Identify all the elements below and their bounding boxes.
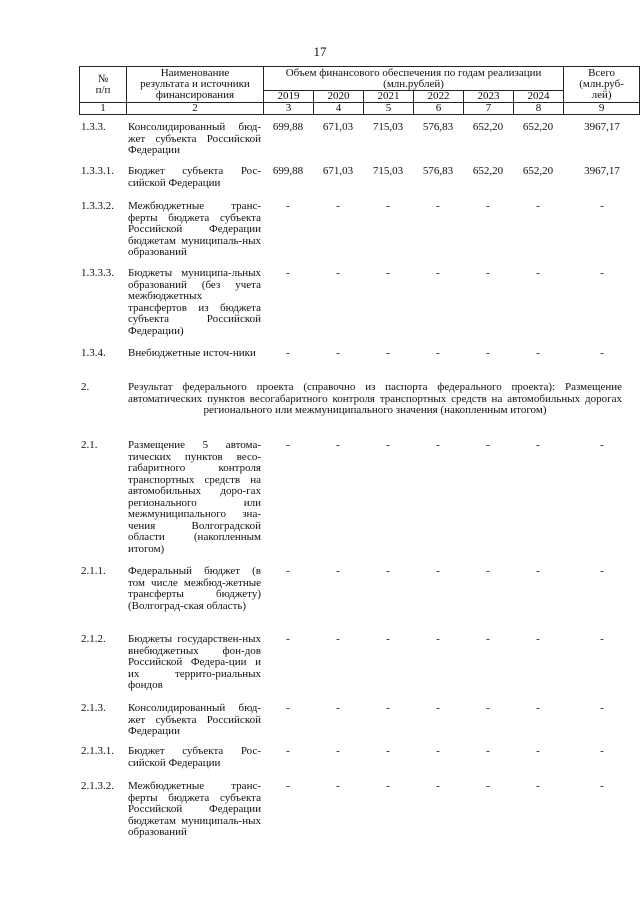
value-total: - bbox=[600, 439, 604, 451]
value-total: - bbox=[600, 267, 604, 279]
value-2021: - bbox=[386, 565, 390, 577]
col-number: 7 bbox=[464, 103, 514, 115]
col-number: 1 bbox=[80, 103, 127, 115]
value-2024: - bbox=[536, 565, 540, 577]
value-2022: 576,83 bbox=[422, 165, 454, 177]
row-name: Бюджет субъекта Рос-сийской Федерации bbox=[128, 745, 261, 769]
row-name: Внебюджетные источ-ники bbox=[128, 347, 256, 359]
value-total: - bbox=[600, 745, 604, 757]
value-2024: - bbox=[536, 745, 540, 757]
value-2019: - bbox=[286, 702, 290, 714]
col-number: 6 bbox=[414, 103, 464, 115]
row-name: Бюджет субъекта Рос-сийской Федерации bbox=[128, 165, 261, 189]
value-2019: - bbox=[286, 439, 290, 451]
value-2022: - bbox=[436, 267, 440, 279]
value-2020: - bbox=[336, 702, 340, 714]
row-number: 2.1.2. bbox=[81, 633, 106, 645]
row-name: Бюджеты муниципа-льных образований (без учета межбюджетных трансфертов из бюджета субъекта Российской Федерации) bbox=[128, 267, 261, 337]
value-2024: - bbox=[536, 439, 540, 451]
value-2019: 699,88 bbox=[272, 121, 304, 133]
value-2023: - bbox=[486, 633, 490, 645]
col-number: 5 bbox=[364, 103, 414, 115]
header-num: № п/п bbox=[80, 67, 127, 103]
value-2020: - bbox=[336, 439, 340, 451]
value-2022: - bbox=[436, 702, 440, 714]
row-name: Консолидированный бюд-жет субъекта Российской Федерации bbox=[128, 702, 261, 737]
row-number: 1.3.4. bbox=[81, 347, 106, 359]
value-2023: - bbox=[486, 347, 490, 359]
value-2022: - bbox=[436, 200, 440, 212]
value-2022: - bbox=[436, 745, 440, 757]
value-2023: - bbox=[486, 745, 490, 757]
page-number: 17 bbox=[313, 44, 327, 59]
col-number: 2 bbox=[127, 103, 264, 115]
row-name: Бюджеты государствен-ных внебюджетных фон-дов Российской Федера-ции и их террито-риальных фондов bbox=[128, 633, 261, 691]
value-2020: 671,03 bbox=[322, 121, 354, 133]
header-volume: Объем финансового обеспечения по годам реализации (млн.рублей) bbox=[264, 67, 564, 91]
value-2022: - bbox=[436, 780, 440, 792]
header-year: 2023 bbox=[464, 91, 514, 103]
value-2022: - bbox=[436, 347, 440, 359]
value-2023: - bbox=[486, 439, 490, 451]
header-year: 2024 bbox=[514, 91, 564, 103]
value-2019: - bbox=[286, 633, 290, 645]
value-2023: - bbox=[486, 200, 490, 212]
value-2023: - bbox=[486, 565, 490, 577]
header-year: 2021 bbox=[364, 91, 414, 103]
col-number: 3 bbox=[264, 103, 314, 115]
federal-project-result: Результат федерального проекта (справочно из паспорта федерального проекта): Размещение автоматических пунктов весогабаритного контроля транспортных средств на автомобильных дорогах регионального или межмуниципального значения (накопленным итогом) bbox=[128, 381, 622, 416]
value-2020: - bbox=[336, 780, 340, 792]
value-2021: - bbox=[386, 267, 390, 279]
value-2023: - bbox=[486, 780, 490, 792]
value-2019: - bbox=[286, 200, 290, 212]
value-2024: 652,20 bbox=[522, 165, 554, 177]
header-year: 2019 bbox=[264, 91, 314, 103]
value-2024: 652,20 bbox=[522, 121, 554, 133]
value-2019: 699,88 bbox=[272, 165, 304, 177]
value-2024: - bbox=[536, 267, 540, 279]
value-2022: - bbox=[436, 633, 440, 645]
value-2022: - bbox=[436, 565, 440, 577]
value-total: - bbox=[600, 702, 604, 714]
value-2022: - bbox=[436, 439, 440, 451]
header-total: Всего (млн.руб- лей) bbox=[564, 67, 640, 103]
value-2020: 671,03 bbox=[322, 165, 354, 177]
value-total: - bbox=[600, 347, 604, 359]
value-total: - bbox=[600, 780, 604, 792]
table-header bbox=[79, 66, 640, 115]
value-2019: - bbox=[286, 745, 290, 757]
value-2020: - bbox=[336, 633, 340, 645]
col-number: 9 bbox=[564, 103, 640, 115]
row-name: Консолидированный бюд-жет субъекта Российской Федерации bbox=[128, 121, 261, 156]
value-2024: - bbox=[536, 347, 540, 359]
value-2020: - bbox=[336, 745, 340, 757]
row-number: 1.3.3.3. bbox=[81, 267, 114, 279]
value-2021: - bbox=[386, 702, 390, 714]
value-2019: - bbox=[286, 780, 290, 792]
row-name: Федеральный бюджет (в том числе межбюд-жетные трансферты бюджету) (Волгоград-ская область) bbox=[128, 565, 261, 612]
value-2021: - bbox=[386, 633, 390, 645]
value-2024: - bbox=[536, 702, 540, 714]
value-total: - bbox=[600, 200, 604, 212]
header-name: Наименование результата и источники финансирования bbox=[127, 67, 264, 103]
value-2024: - bbox=[536, 633, 540, 645]
value-2021: 715,03 bbox=[372, 165, 404, 177]
value-2020: - bbox=[336, 565, 340, 577]
row-number: 2.1. bbox=[81, 439, 98, 451]
value-2023: 652,20 bbox=[472, 165, 504, 177]
row-number: 1.3.3.2. bbox=[81, 200, 114, 212]
value-2024: - bbox=[536, 200, 540, 212]
row-number: 2. bbox=[81, 381, 90, 393]
value-total: - bbox=[600, 633, 604, 645]
value-2024: - bbox=[536, 780, 540, 792]
row-number: 2.1.3. bbox=[81, 702, 106, 714]
header-year: 2020 bbox=[314, 91, 364, 103]
row-name: Межбюджетные транс-ферты бюджета субъекта Российской Федерации бюджетам муниципаль-ных образований bbox=[128, 200, 261, 258]
value-2023: - bbox=[486, 702, 490, 714]
value-2023: - bbox=[486, 267, 490, 279]
row-number: 2.1.1. bbox=[81, 565, 106, 577]
value-total: 3967,17 bbox=[584, 121, 620, 133]
row-number: 2.1.3.2. bbox=[81, 780, 114, 792]
value-2020: - bbox=[336, 267, 340, 279]
col-number: 8 bbox=[514, 103, 564, 115]
row-name: Межбюджетные транс-ферты бюджета субъекта Российской Федерации бюджетам муниципаль-ных образований bbox=[128, 780, 261, 838]
value-2021: 715,03 bbox=[372, 121, 404, 133]
row-number: 1.3.3.1. bbox=[81, 165, 114, 177]
value-2021: - bbox=[386, 780, 390, 792]
value-total: 3967,17 bbox=[584, 165, 620, 177]
col-number: 4 bbox=[314, 103, 364, 115]
value-total: - bbox=[600, 565, 604, 577]
value-2023: 652,20 bbox=[472, 121, 504, 133]
value-2021: - bbox=[386, 439, 390, 451]
value-2019: - bbox=[286, 347, 290, 359]
value-2019: - bbox=[286, 267, 290, 279]
header-year: 2022 bbox=[414, 91, 464, 103]
value-2022: 576,83 bbox=[422, 121, 454, 133]
row-number: 1.3.3. bbox=[81, 121, 106, 133]
value-2021: - bbox=[386, 745, 390, 757]
row-number: 2.1.3.1. bbox=[81, 745, 114, 757]
value-2019: - bbox=[286, 565, 290, 577]
value-2021: - bbox=[386, 200, 390, 212]
row-name: Размещение 5 автома-тических пунктов весо-габаритного контроля транспортных средств на автомобильных доро-гах регионального или межмуниципального зна-чения Волгоградской области (накопленным итогом) bbox=[128, 439, 261, 555]
value-2021: - bbox=[386, 347, 390, 359]
value-2020: - bbox=[336, 200, 340, 212]
value-2020: - bbox=[336, 347, 340, 359]
